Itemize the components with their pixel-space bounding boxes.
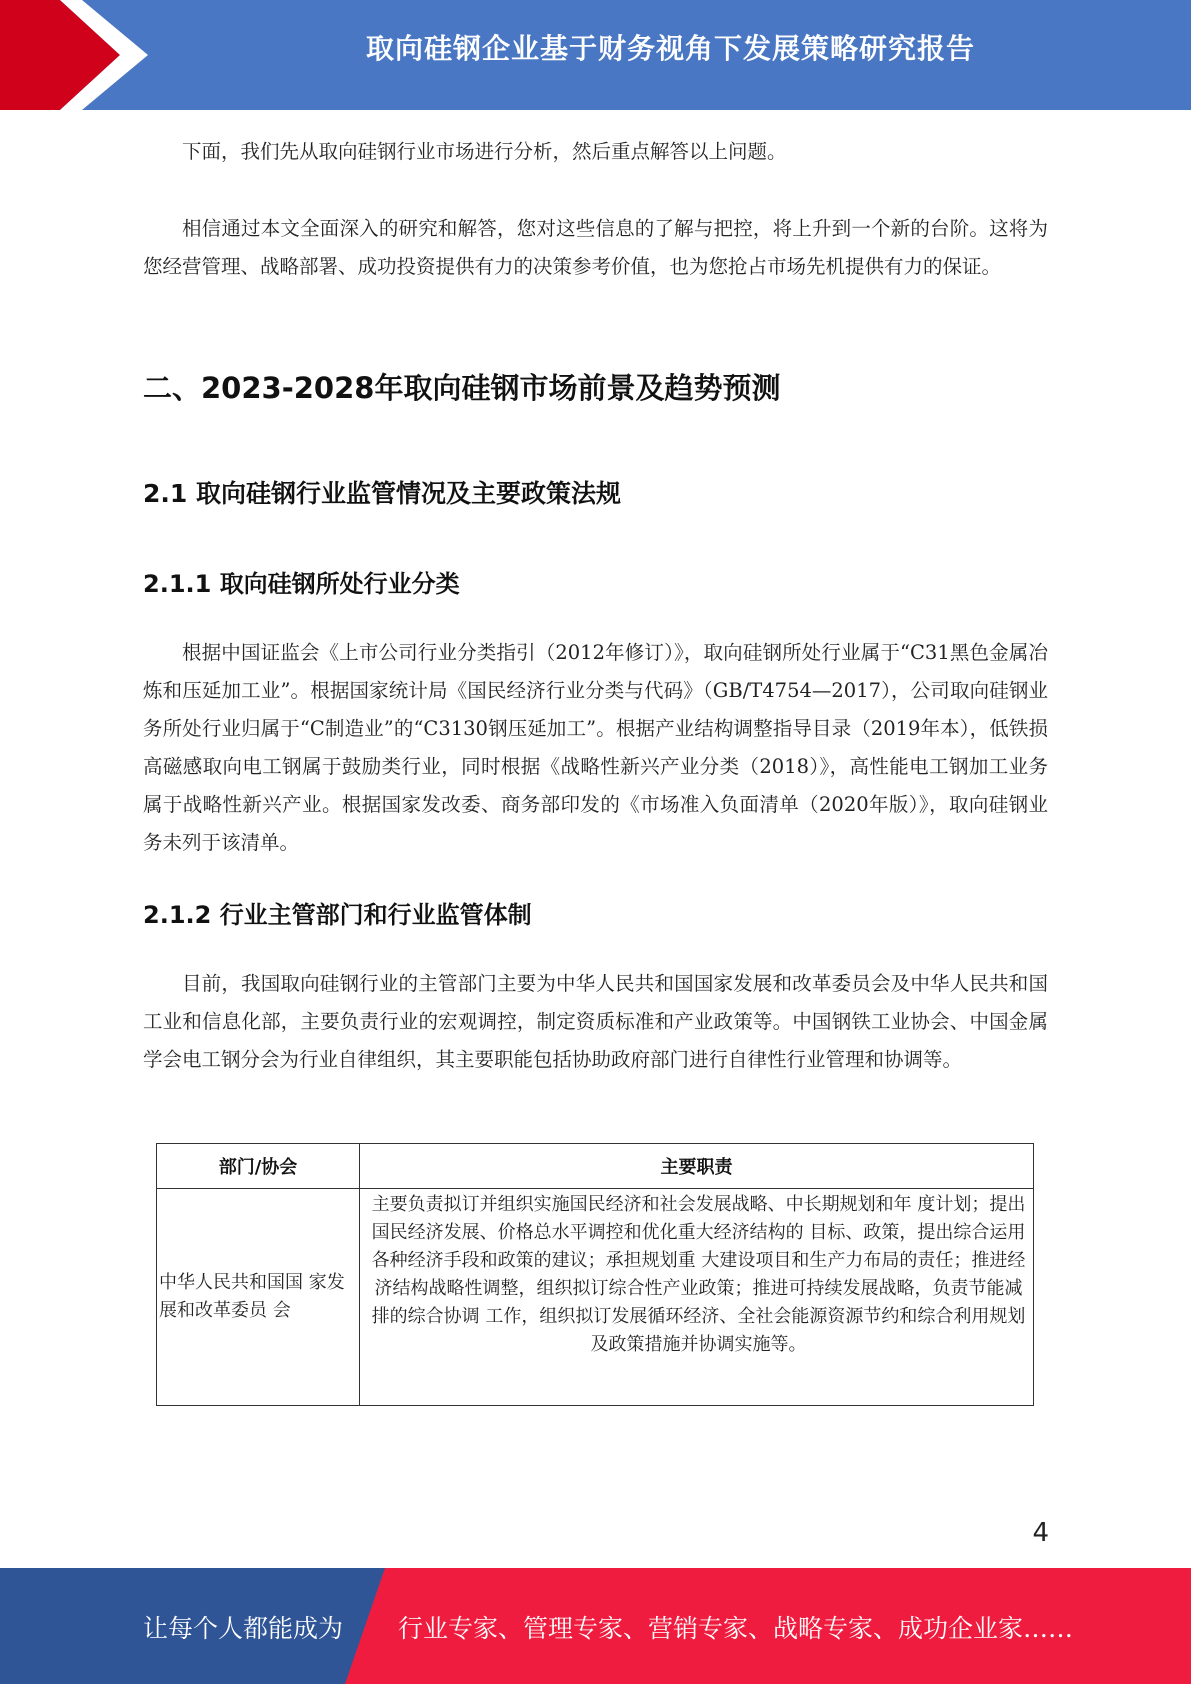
header-banner	[0, 0, 1191, 110]
report-title: 取向硅钢企业基于财务视角下发展策略研究报告	[365, 32, 975, 65]
sub-subsection-heading-regulation: 2.1.2 行业主管部门和行业监管体制	[143, 901, 532, 929]
footer-banner	[0, 1568, 1191, 1684]
table-header-duties: 主要职责	[360, 1144, 1034, 1189]
regulation-paragraph: 目前，我国取向硅钢行业的主管部门主要为中华人民共和国国家发展和改革委员会及中华人民共和国工业和信息化部，主要负责行业的宏观调控，制定资质标准和产业政策等。中国钢铁工业协会、中国金属学会电工钢分会为行业自律组织，其主要职能包括协助政府部门进行自律性行业管理和协调等。	[143, 972, 1048, 1071]
page-number: 4	[1032, 1518, 1049, 1548]
duties-cell: 主要负责拟订并组织实施国民经济和社会发展战略、中长期规划和年 度计划；提出国民经济发展、价格总水平调控和优化重大经济结构的 目标、政策，提出综合运用各种经济手段和政策的建议；承担规划重 大建设项目和生产力布局的责任；推进经济结构战略性调整，组织拟订综合性产业政策；推进可持续发展战略，负责节能减排的综合协调 工作，组织拟订发展循环经济、全社会能源资源节约和综合利用规划 及政策措施并协调实施等。	[360, 1189, 1034, 1406]
department-duties-table	[156, 1143, 1034, 1406]
table-header-department: 部门/协会	[157, 1144, 360, 1189]
sub-subsection-heading-classification: 2.1.1 取向硅钢所处行业分类	[143, 570, 460, 598]
footer-slogan-right: 行业专家、管理专家、营销专家、战略专家、成功企业家……	[398, 1614, 1074, 1643]
section-heading: 二、2023-2028年取向硅钢市场前景及趋势预测	[143, 371, 781, 405]
subsection-heading: 2.1 取向硅钢行业监管情况及主要政策法规	[143, 479, 621, 508]
footer-slogan-left: 让每个人都能成为	[143, 1614, 344, 1643]
department-cell: 中华人民共和国国 家发展和改革委员 会	[157, 1189, 360, 1406]
table-row	[157, 1189, 1034, 1406]
intro-paragraph-2: 相信通过本文全面深入的研究和解答，您对这些信息的了解与把控，将上升到一个新的台阶。这将为您经营管理、战略部署、成功投资提供有力的决策参考价值，也为您抢占市场先机提供有力的保证。	[143, 217, 1048, 278]
classification-paragraph: 根据中国证监会《上市公司行业分类指引（2012年修订）》，取向硅钢所处行业属于“C31黑色金属冶炼和压延加工业”。根据国家统计局《国民经济行业分类与代码》（GB/T4754—2017），公司取向硅钢业务所处行业归属于“C制造业”的“C3130钢压延加工”。根据产业结构调整指导目录（2019年本），低铁损高磁感取向电工钢属于鼓励类行业，同时根据《战略性新兴产业分类（2018）》，高性能电工钢加工业务属于战略性新兴产业。根据国家发改委、商务部印发的《市场准入负面清单（2020年版）》，取向硅钢业务未列于该清单。	[143, 641, 1048, 854]
table-header-row	[157, 1144, 1034, 1189]
intro-paragraph-1: 下面，我们先从取向硅钢行业市场进行分析，然后重点解答以上问题。	[182, 140, 787, 163]
